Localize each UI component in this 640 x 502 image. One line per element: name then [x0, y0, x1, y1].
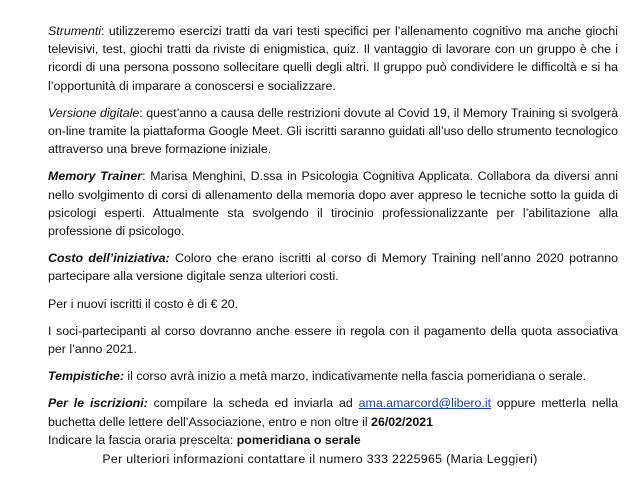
email-link[interactable]: ama.amarcord@libero.it [358, 396, 492, 411]
paragraph-versione-digitale [48, 104, 618, 159]
versione-text: : quest’anno a causa delle restrizioni dovute al Covid 19, il Memory Training si svolgerà on-line tramite la piattaforma Google Meet. Gli iscritti saranno guidati all’uso dello strumento tecnologico attraverso una breve formazione iniziale. [48, 105, 619, 157]
document-body [48, 22, 618, 449]
footer-contact: Per ulteriori informazioni contattare il numero 333 2225965 (Maria Leggieri) [102, 452, 538, 466]
deadline-date: 26/02/2021 [371, 414, 434, 429]
tempistiche-label: Tempistiche: [48, 369, 124, 384]
paragraph-iscrizioni [48, 394, 618, 430]
costo-text: Coloro che erano iscritti al corso di Memory Training nell’anno 2020 potranno partecipare alla versione digitale senza ulteriori costi. [48, 251, 618, 284]
iscrizioni-text-before: compilare la scheda ed inviarla ad [147, 396, 359, 411]
paragraph-fascia-oraria [48, 431, 618, 449]
iscrizioni-label: Per le iscrizioni: [48, 396, 148, 411]
versione-label: Versione digitale [48, 105, 140, 120]
paragraph-memory-trainer [48, 167, 618, 240]
costo-label: Costo dell’iniziativa: [48, 251, 170, 266]
fascia-options: pomeridiana o serale [236, 432, 361, 447]
paragraph-tempistiche [48, 367, 618, 385]
paragraph-strumenti [48, 22, 618, 95]
trainer-text: : Marisa Menghini, D.ssa in Psicologia Cognitiva Applicata. Collabora da diversi anni nello svolgimento di corsi di allenamento della memoria dopo aver appreso le tecniche sotto la guida di psicologi esperti. Attualmente sta svolgendo il tirocinio professionalizzante per l’abilitazione alla professione di psicologo. [48, 169, 618, 239]
trainer-label: Memory Trainer [48, 169, 143, 184]
fascia-text: Indicare la fascia oraria prescelta: [48, 432, 237, 447]
strumenti-text: : utilizzeremo esercizi tratti da vari testi specifici per l’allenamento cognitivo ma anche giochi televisivi, test, giochi tratti da riviste di enigmistica, quiz. Il vantaggio di lavorare con un gruppo è che i ricordi di una persona possono sollecitare quelli degli altri. Il gruppo può condividere le difficoltà e si ha l’opportunità di imparare a conoscersi e socializzare. [48, 24, 618, 93]
paragraph-nuovi-iscritti: Per i nuovi iscritti il costo è di € 20. [48, 296, 239, 311]
iscrizioni-text-after: oppure metterla nella buchetta delle lettere dell’Associazione, entro e non oltre il [48, 396, 618, 429]
tempistiche-text: il corso avrà inizio a metà marzo, indicativamente nella fascia pomeridiana o serale. [123, 369, 587, 384]
paragraph-costo [48, 249, 618, 285]
strumenti-label: Strumenti [48, 24, 102, 38]
paragraph-soci: I soci-partecipanti al corso dovranno anche essere in regola con il pagamento della quota associativa per l’anno 2021. [48, 323, 618, 357]
